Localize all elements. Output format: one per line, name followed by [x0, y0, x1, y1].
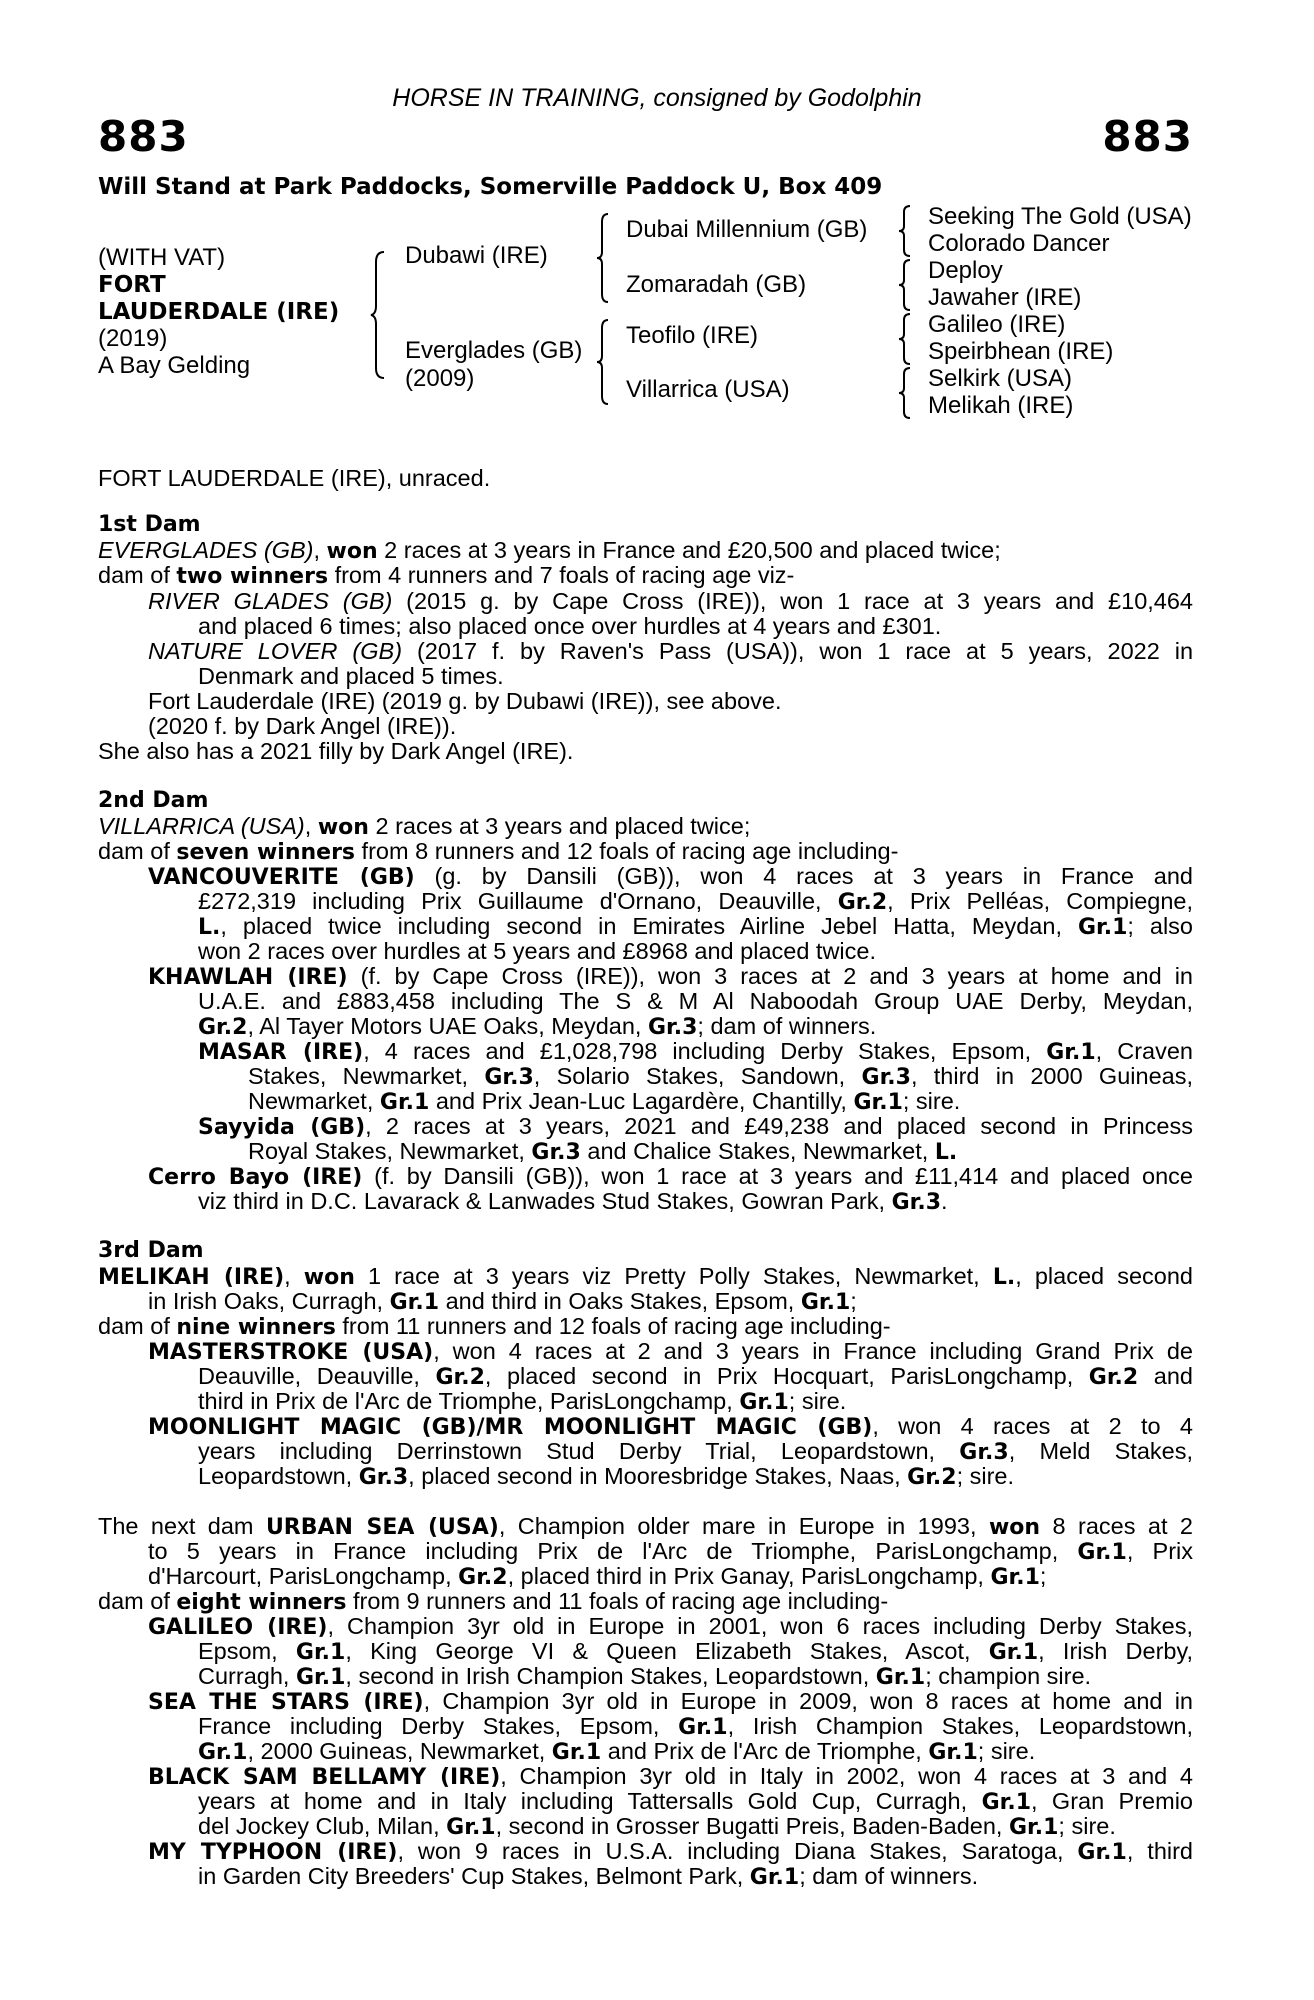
dam-line: to 5 years in France including Prix de l'Arc de Triomphe, ParisLongchamp, Gr.1, Prix	[148, 1538, 1193, 1564]
progeny-entry: Leopardstown, Gr.3, placed second in Mooresbridge Stakes, Naas, Gr.2; sire.	[198, 1463, 1015, 1489]
progeny-entry: in Garden City Breeders' Cup Stakes, Belmont Park, Gr.1; dam of winners.	[198, 1863, 979, 1889]
gg-dam-sire-dam: Speirbhean (IRE)	[928, 338, 1114, 365]
grandprogeny-entry: Newmarket, Gr.1 and Prix Jean-Luc Lagardère, Chantilly, Gr.1; sire.	[248, 1088, 961, 1114]
dam-sire: Teofilo (IRE)	[626, 322, 759, 349]
progeny-entry: (2020 f. by Dark Angel (IRE)).	[148, 713, 457, 739]
horse-year: (2019)	[98, 325, 168, 352]
section-heading: 2nd Dam	[98, 788, 209, 813]
progeny-entry: KHAWLAH (IRE) (f. by Cape Cross (IRE)), won 3 races at 2 and 3 years at home and in	[148, 963, 1193, 989]
progeny-entry: Gr.2, Al Tayer Motors UAE Oaks, Meydan, Gr.3; dam of winners.	[198, 1013, 877, 1039]
progeny-entry: France including Derby Stakes, Epsom, Gr.1, Irish Champion Stakes, Leopardstown,	[198, 1713, 1193, 1739]
gg-dam-sire-sire: Galileo (IRE)	[928, 311, 1066, 338]
dam-line: The next dam URBAN SEA (USA), Champion older mare in Europe in 1993, won 8 races at 2	[98, 1513, 1193, 1539]
dam-note: She also has a 2021 filly by Dark Angel (IRE).	[98, 738, 574, 764]
progeny-entry: Curragh, Gr.1, second in Irish Champion Stakes, Leopardstown, Gr.1; champion sire.	[198, 1663, 1092, 1689]
gg-sire-sire-dam: Colorado Dancer	[928, 230, 1110, 257]
dam-dam: Villarrica (USA)	[626, 376, 790, 403]
brace-ds-icon	[898, 312, 916, 366]
progeny-entry: £272,319 including Prix Guillaume d'Ornano, Deauville, Gr.2, Prix Pelléas, Compiegne,	[198, 888, 1193, 914]
lot-number-left: 883	[98, 112, 189, 161]
grandprogeny-entry: MASAR (IRE), 4 races and £1,028,798 including Derby Stakes, Epsom, Gr.1, Craven	[198, 1038, 1193, 1064]
progeny-entry: SEA THE STARS (IRE), Champion 3yr old in Europe in 2009, won 8 races at home and in	[148, 1688, 1193, 1714]
dam-line: dam of two winners from 4 runners and 7 foals of racing age viz-	[98, 562, 795, 588]
dam-line: in Irish Oaks, Curragh, Gr.1 and third in Oaks Stakes, Epsom, Gr.1;	[148, 1288, 857, 1314]
progeny-entry: NATURE LOVER (GB) (2017 f. by Raven's Pass (USA)), won 1 race at 5 years, 2022 in	[148, 638, 1193, 664]
grandprogeny-entry: Royal Stakes, Newmarket, Gr.3 and Chalice Stakes, Newmarket, L.	[248, 1138, 958, 1164]
stand-location: Will Stand at Park Paddocks, Somerville Paddock U, Box 409	[98, 174, 883, 200]
gg-dam-dam-sire: Selkirk (USA)	[928, 365, 1073, 392]
brace-ss-icon	[898, 204, 916, 258]
brace-sire-icon	[596, 212, 614, 304]
progeny-entry: del Jockey Club, Milan, Gr.1, second in Grosser Bugatti Preis, Baden-Baden, Gr.1; sire.	[198, 1813, 1116, 1839]
sire-name: Dubawi (IRE)	[405, 242, 548, 269]
progeny-entry: Cerro Bayo (IRE) (f. by Dansili (GB)), won 1 race at 3 years and £11,414 and placed once	[148, 1163, 1193, 1189]
progeny-entry: MY TYPHOON (IRE), won 9 races in U.S.A. including Diana Stakes, Saratoga, Gr.1, third	[148, 1838, 1193, 1864]
progeny-entry: viz third in D.C. Lavarack & Lanwades Stud Stakes, Gowran Park, Gr.3.	[198, 1188, 948, 1214]
brace-gen1-icon	[370, 250, 390, 380]
section-heading: 3rd Dam	[98, 1238, 204, 1263]
consignor-line: HORSE IN TRAINING, consigned by Godolphin	[392, 84, 922, 112]
progeny-entry: MASTERSTROKE (USA), won 4 races at 2 and 3 years in France including Grand Prix de	[148, 1338, 1193, 1364]
dam-line: d'Harcourt, ParisLongchamp, Gr.2, placed third in Prix Ganay, ParisLongchamp, Gr.1;	[148, 1563, 1047, 1589]
progeny-entry: L., placed twice including second in Emirates Airline Jebel Hatta, Meydan, Gr.1; also	[198, 913, 1193, 939]
progeny-entry: RIVER GLADES (GB) (2015 g. by Cape Cross (IRE)), won 1 race at 3 years and £10,464	[148, 588, 1193, 614]
dam-line: dam of eight winners from 9 runners and 11 foals of racing age including-	[98, 1588, 889, 1614]
horse-description: A Bay Gelding	[98, 352, 251, 379]
intro-line: FORT LAUDERDALE (IRE), unraced.	[98, 465, 491, 491]
progeny-entry: MOONLIGHT MAGIC (GB)/MR MOONLIGHT MAGIC (GB), won 4 races at 2 to 4	[148, 1413, 1193, 1439]
progeny-entry: won 2 races over hurdles at 5 years and £8968 and placed twice.	[198, 938, 877, 964]
gg-sire-dam-sire: Deploy	[928, 257, 1003, 284]
horse-name-line2: LAUDERDALE (IRE)	[98, 299, 340, 325]
progeny-entry: years at home and in Italy including Tattersalls Gold Cup, Curragh, Gr.1, Gran Premio	[198, 1788, 1193, 1814]
dam-line: EVERGLADES (GB), won 2 races at 3 years in France and £20,500 and placed twice;	[98, 537, 1001, 563]
sire-sire: Dubai Millennium (GB)	[626, 216, 868, 243]
section-heading: 1st Dam	[98, 512, 201, 537]
brace-dam-icon	[596, 318, 614, 406]
gg-sire-sire-sire: Seeking The Gold (USA)	[928, 203, 1192, 230]
progeny-entry: third in Prix de l'Arc de Triomphe, ParisLongchamp, Gr.1; sire.	[198, 1388, 847, 1414]
dam-line: dam of nine winners from 11 runners and 12 foals of racing age including-	[98, 1313, 891, 1339]
brace-sd-icon	[898, 258, 916, 312]
progeny-entry: Epsom, Gr.1, King George VI & Queen Elizabeth Stakes, Ascot, Gr.1, Irish Derby,	[198, 1638, 1193, 1664]
dam-line: MELIKAH (IRE), won 1 race at 3 years viz Pretty Polly Stakes, Newmarket, L., placed second	[98, 1263, 1193, 1289]
brace-dd-icon	[898, 366, 916, 420]
lot-number-right: 883	[1102, 112, 1193, 161]
progeny-entry: and placed 6 times; also placed once over hurdles at 4 years and £301.	[198, 613, 942, 639]
progeny-entry: VANCOUVERITE (GB) (g. by Dansili (GB)), won 4 races at 3 years in France and	[148, 863, 1193, 889]
progeny-entry: Deauville, Deauville, Gr.2, placed second in Prix Hocquart, ParisLongchamp, Gr.2 and	[198, 1363, 1193, 1389]
grandprogeny-entry: Stakes, Newmarket, Gr.3, Solario Stakes, Sandown, Gr.3, third in 2000 Guineas,	[248, 1063, 1193, 1089]
progeny-entry: BLACK SAM BELLAMY (IRE), Champion 3yr old in Italy in 2002, won 4 races at 3 and 4	[148, 1763, 1193, 1789]
progeny-entry: Fort Lauderdale (IRE) (2019 g. by Dubawi (IRE)), see above.	[148, 688, 782, 714]
dam-name: Everglades (GB)	[405, 337, 583, 364]
sire-dam: Zomaradah (GB)	[626, 271, 807, 298]
progeny-entry: GALILEO (IRE), Champion 3yr old in Europe in 2001, won 6 races including Derby Stakes,	[148, 1613, 1193, 1639]
horse-name-line1: FORT	[98, 272, 166, 298]
dam-line: VILLARRICA (USA), won 2 races at 3 years and placed twice;	[98, 813, 751, 839]
gg-sire-dam-dam: Jawaher (IRE)	[928, 284, 1082, 311]
progeny-entry: Denmark and placed 5 times.	[198, 663, 504, 689]
dam-year: (2009)	[405, 365, 475, 392]
progeny-entry: years including Derrinstown Stud Derby Trial, Leopardstown, Gr.3, Meld Stakes,	[198, 1438, 1193, 1464]
progeny-entry: Gr.1, 2000 Guineas, Newmarket, Gr.1 and Prix de l'Arc de Triomphe, Gr.1; sire.	[198, 1738, 1036, 1764]
dam-line: dam of seven winners from 8 runners and 12 foals of racing age including-	[98, 838, 899, 864]
gg-dam-dam-dam: Melikah (IRE)	[928, 392, 1074, 419]
vat-note: (WITH VAT)	[98, 244, 226, 271]
grandprogeny-entry: Sayyida (GB), 2 races at 3 years, 2021 and £49,238 and placed second in Princess	[198, 1113, 1193, 1139]
progeny-entry: U.A.E. and £883,458 including The S & M Al Naboodah Group UAE Derby, Meydan,	[198, 988, 1193, 1014]
